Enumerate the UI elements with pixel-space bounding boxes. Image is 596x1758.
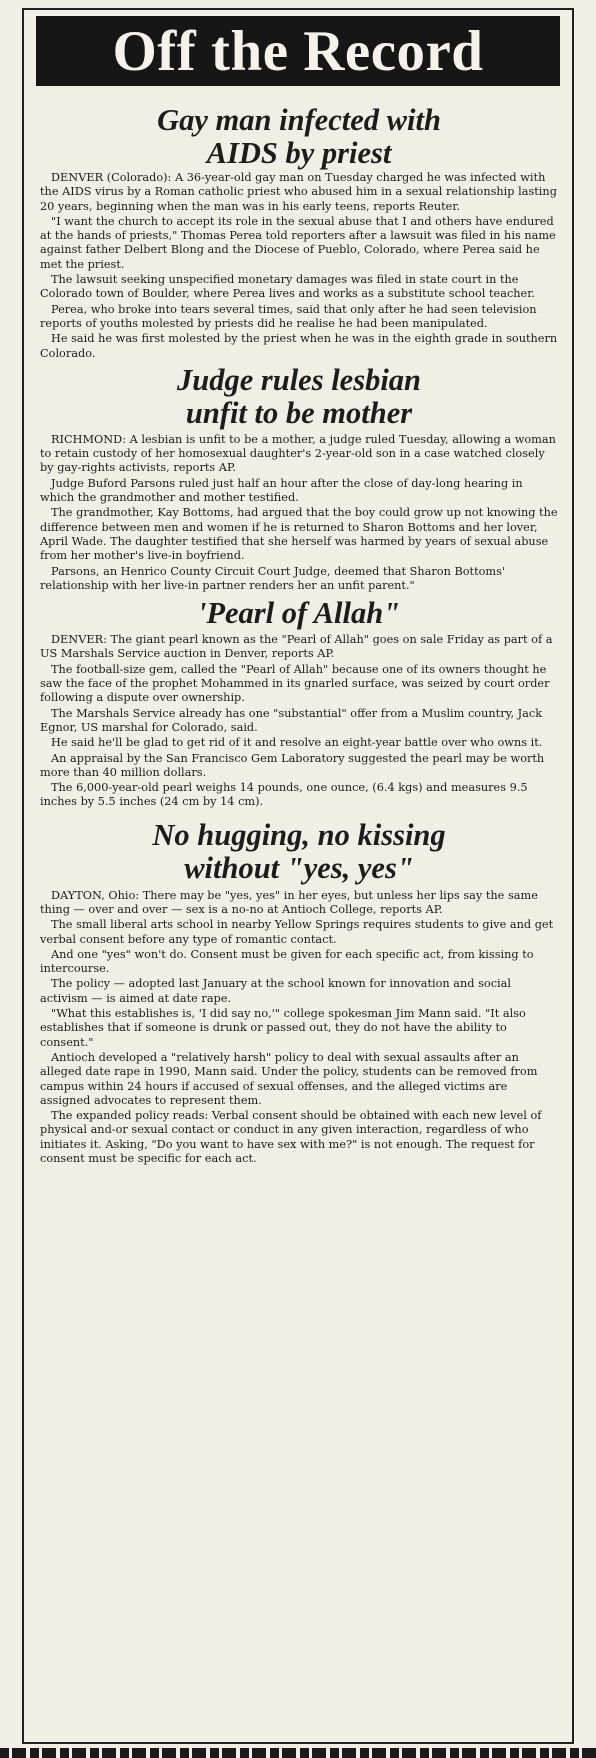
paragraph-text: (Colorado): A 36-year-old gay man on Tuesday charged he was infected with the AIDS virus by a Roman catholic priest who abused him in a sexual relationship lasting 20 years, beginning when the man was in his early teens, reports Reuter.: [40, 171, 557, 213]
headline-line: Judge rules lesbian: [176, 362, 422, 397]
headline: [40, 104, 558, 170]
paragraph-text: "What this establishes is, 'I did say no,'" college spokesman Jim Mann said. "It also establishes that if someone is drunk or passed out, they do not have the ability to consent.": [40, 1007, 526, 1049]
story-aids-priest: [40, 104, 558, 361]
cropped-text-fragment: [0, 1748, 596, 1758]
headline-line: No hugging, no kissing: [152, 817, 446, 852]
paragraph-text: The Marshals Service already has one "substantial" offer from a Muslim country, Jack Egnor, US marshal for Colorado, said.: [40, 706, 543, 734]
column-content: [40, 90, 558, 1167]
paragraph-text: Perea, who broke into tears several times, said that only after he had seen television reports of youths molested by priests did he realise he had been manipulated.: [40, 302, 537, 330]
headline-line: 'Pearl of Allah": [197, 596, 401, 631]
paragraph: [40, 889, 558, 918]
paragraph-text: The football-size gem, called the "Pearl of Allah" because one of its owners thought he saw the face of the prophet Mohammed in its gnarled surface, was seized by court order following a dispute over ownership.: [40, 662, 550, 705]
paragraph: [40, 171, 558, 214]
story-judge-lesbian: [40, 364, 558, 593]
paragraph-text: Judge Buford Parsons ruled just half an hour after the close of day-long hearing in which the grandmother and mother testified.: [40, 476, 523, 505]
paragraph: [40, 477, 558, 506]
headline: [40, 597, 558, 630]
paragraph: [40, 1051, 558, 1108]
paragraph-text: The expanded policy reads: Verbal consent should be obtained with each new level of physical and-or sexual contact or conduct in any given interaction, regardless of who initiates it. Asking, "Do you want to have sex with me?" is not enough. The request for consent must be specific for each act.: [40, 1109, 542, 1166]
paragraph: [40, 303, 558, 332]
next-headline-fragment: [0, 1745, 596, 1758]
dateline: DAYTON: [51, 888, 102, 902]
paragraph: [40, 948, 558, 977]
paragraph: [40, 707, 558, 736]
paragraph-text: The policy — adopted last January at the school known for innovation and social activism — is aimed at date rape.: [40, 977, 512, 1005]
story-antioch-consent: [40, 819, 558, 1167]
paragraph-text: The lawsuit seeking unspecified monetary damages was filed in state court in the Colorado town of Boulder, where Perea lives and works as a substitute school teacher.: [40, 273, 535, 301]
paragraph-text: He said he was first molested by the priest when he was in the eighth grade in southern Colorado.: [40, 332, 558, 360]
paragraph: [40, 918, 558, 947]
paragraph: [40, 1109, 558, 1166]
dateline: RICHMOND: [51, 432, 123, 446]
paragraph: [40, 781, 558, 810]
paragraph-text: , Ohio: There may be "yes, yes" in her eyes, but unless her lips say the same thing — over and over — sex is a no-no at Antioch College, reports AP.: [40, 888, 538, 916]
paragraph: [40, 215, 558, 272]
paragraph: [40, 633, 558, 662]
paragraph-text: : A lesbian is unfit to be a mother, a judge ruled Tuesday, allowing a woman to retain custody of her homosexual daughter's 2-year-old son in a case watched closely by gay-rights activists, reports AP.: [40, 432, 556, 475]
headline: [40, 819, 558, 885]
paragraph: [40, 506, 558, 563]
paragraph: [40, 752, 558, 781]
masthead-title: Off the Record: [112, 19, 484, 83]
paragraph: [40, 565, 558, 594]
headline: [40, 364, 558, 430]
paragraph: [40, 736, 558, 750]
paragraph: [40, 332, 558, 361]
story-pearl-of-allah: [40, 597, 558, 810]
paragraph: [40, 433, 558, 476]
paragraph-text: The small liberal arts school in nearby Yellow Springs requires students to give and get verbal consent before any type of romantic contact.: [40, 918, 554, 946]
paragraph-text: Parsons, an Henrico County Circuit Court Judge, deemed that Sharon Bottoms' relationship with her live-in partner renders her an unfit parent.": [40, 564, 506, 592]
headline-line: without "yes, yes": [184, 850, 414, 885]
paragraph: [40, 273, 558, 302]
paragraph: [40, 1007, 558, 1050]
dateline: DENVER: [51, 633, 104, 647]
paragraph-text: The 6,000-year-old pearl weighs 14 pounds, one ounce, (6.4 kgs) and measures 9.5 inches by 5.5 inches (24 cm by 14 cm).: [40, 781, 528, 809]
paragraph: [40, 977, 558, 1006]
headline-line: Gay man infected with: [157, 103, 441, 137]
paragraph-text: : The giant pearl known as the "Pearl of Allah" goes on sale Friday as part of a US Marshals Service auction in Denver, reports AP.: [40, 633, 553, 661]
paragraph-text: The grandmother, Kay Bottoms, had argued that the boy could grow up not knowing the difference between men and women if he is returned to Sharon Bottoms and her lover, April Wade. The daughter testified that she herself was harmed by years of sexual abuse from her mother's live-in boyfriend.: [40, 506, 558, 563]
headline-line: unfit to be mother: [185, 395, 413, 430]
dateline: DENVER: [51, 171, 104, 184]
masthead: [36, 16, 560, 86]
paragraph-text: Antioch developed a "relatively harsh" policy to deal with sexual assaults after an alleged date rape in 1990, Mann said. Under the policy, students can be removed from campus within 24 hours if accused of sexual offenses, and the alleged victims are assigned advocates to represent them.: [40, 1050, 538, 1107]
paragraph-text: And one "yes" won't do. Consent must be given for each specific act, from kissing to intercourse.: [40, 947, 534, 976]
headline-line: AIDS by priest: [206, 136, 392, 170]
paragraph-text: An appraisal by the San Francisco Gem Laboratory suggested the pearl may be worth more than 40 million dollars.: [40, 751, 545, 779]
paragraph-text: He said he'll be glad to get rid of it and resolve an eight-year battle over who owns it.: [51, 736, 543, 750]
paragraph-text: "I want the church to accept its role in the sexual abuse that I and others have endured at the hands of priests," Thomas Perea told reporters after a lawsuit was filed in his name against father Delbert Blong and the Diocese of Pueblo, Colorado, where Perea said he met the priest.: [40, 214, 556, 271]
paragraph: [40, 663, 558, 706]
